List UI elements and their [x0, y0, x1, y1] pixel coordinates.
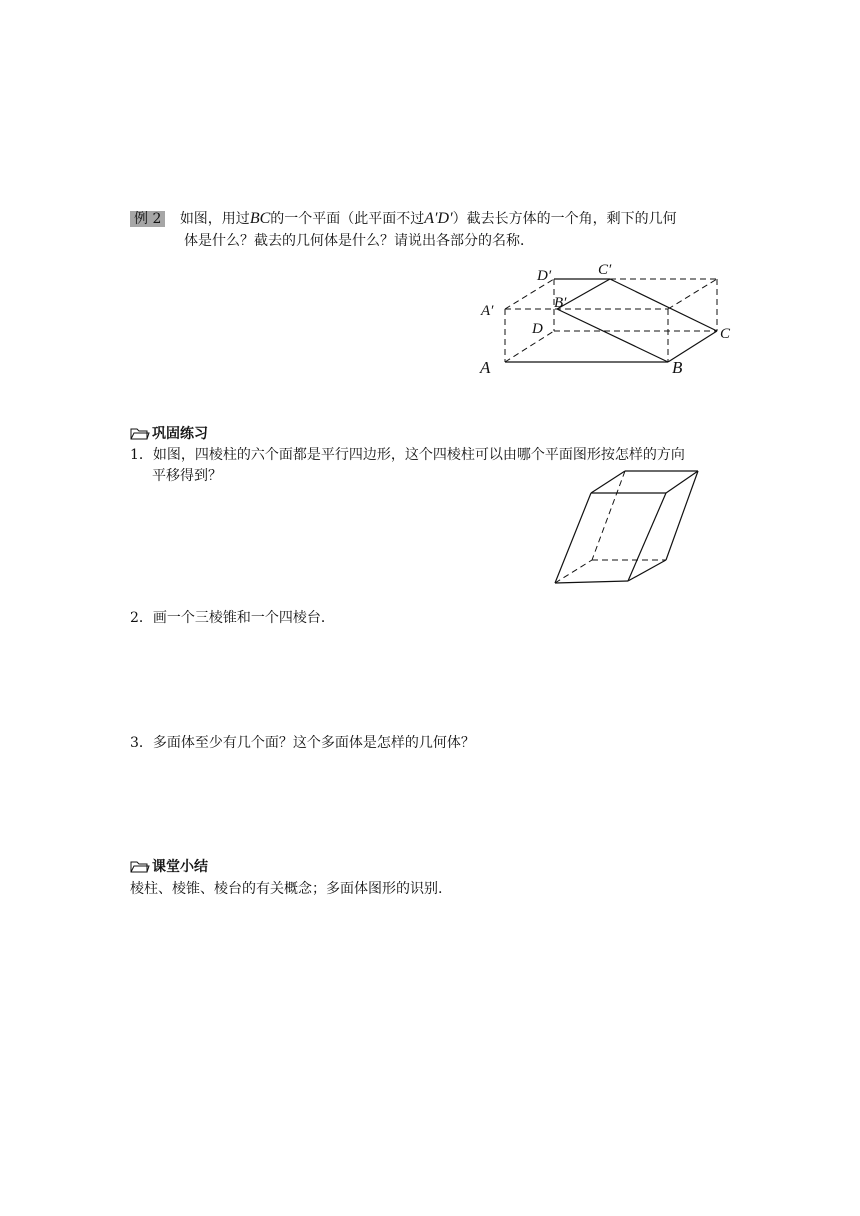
edge-left-front: [555, 493, 591, 583]
edge-bottom-right: [628, 560, 666, 581]
label-a1: A′: [481, 303, 494, 319]
edge-cc1: [610, 279, 717, 331]
example-text-part: ）截去长方体的一个角，剩下的几何: [452, 211, 677, 227]
edge-bottom-front: [555, 581, 628, 583]
example-2-line-1: [130, 208, 677, 230]
label-d: D: [532, 321, 543, 337]
edge-b1b: [557, 309, 668, 362]
example-2-line-2: 体是什么？截去的几何体是什么？请说出各部分的名称．: [184, 233, 534, 249]
question-1-line-1: 1．如图，四棱柱的六个面都是平行四边形，这个四棱柱可以由哪个平面图形按怎样的方向: [130, 447, 685, 463]
cuboid-figure: [470, 255, 750, 385]
edge-right-front: [628, 493, 666, 581]
example-text-part: 的一个平面（此平面不过: [270, 211, 425, 227]
label-b1: B′: [554, 295, 567, 311]
label-b: B: [672, 358, 683, 377]
edge-top-right: [666, 471, 698, 493]
practice-heading: [130, 424, 208, 444]
edge-hidden-bottom-left: [555, 560, 592, 583]
label-a: A: [480, 358, 491, 377]
edge-top-right: [668, 279, 717, 309]
math-ad: A′D′: [424, 210, 453, 227]
summary-text: 棱柱、棱锥、棱台的有关概念；多面体图形的识别.: [130, 881, 443, 897]
math-bc: BC: [249, 210, 271, 227]
folder-icon: [130, 860, 150, 874]
edge-ad: [505, 331, 554, 362]
edge-top-left: [591, 471, 625, 493]
question-1-line-2: 平移得到？: [152, 468, 222, 484]
edge-right-back: [666, 471, 698, 560]
folder-icon: [130, 427, 150, 441]
question-2: 2．画一个三棱锥和一个四棱台．: [130, 610, 335, 626]
edge-hidden-vertical: [592, 471, 625, 560]
label-c: C: [720, 326, 731, 342]
summary-heading: [130, 857, 208, 877]
example-text-part: 如图，用过: [179, 211, 250, 227]
prism-figure: [548, 465, 708, 591]
example-tag: 例 2: [130, 211, 165, 227]
summary-title: 课堂小结: [152, 859, 208, 875]
label-d1: D′: [537, 268, 552, 284]
label-c1: C′: [598, 262, 612, 278]
practice-title: 巩固练习: [152, 426, 208, 442]
question-3: 3．多面体至少有几个面？这个多面体是怎样的几何体？: [130, 735, 475, 751]
